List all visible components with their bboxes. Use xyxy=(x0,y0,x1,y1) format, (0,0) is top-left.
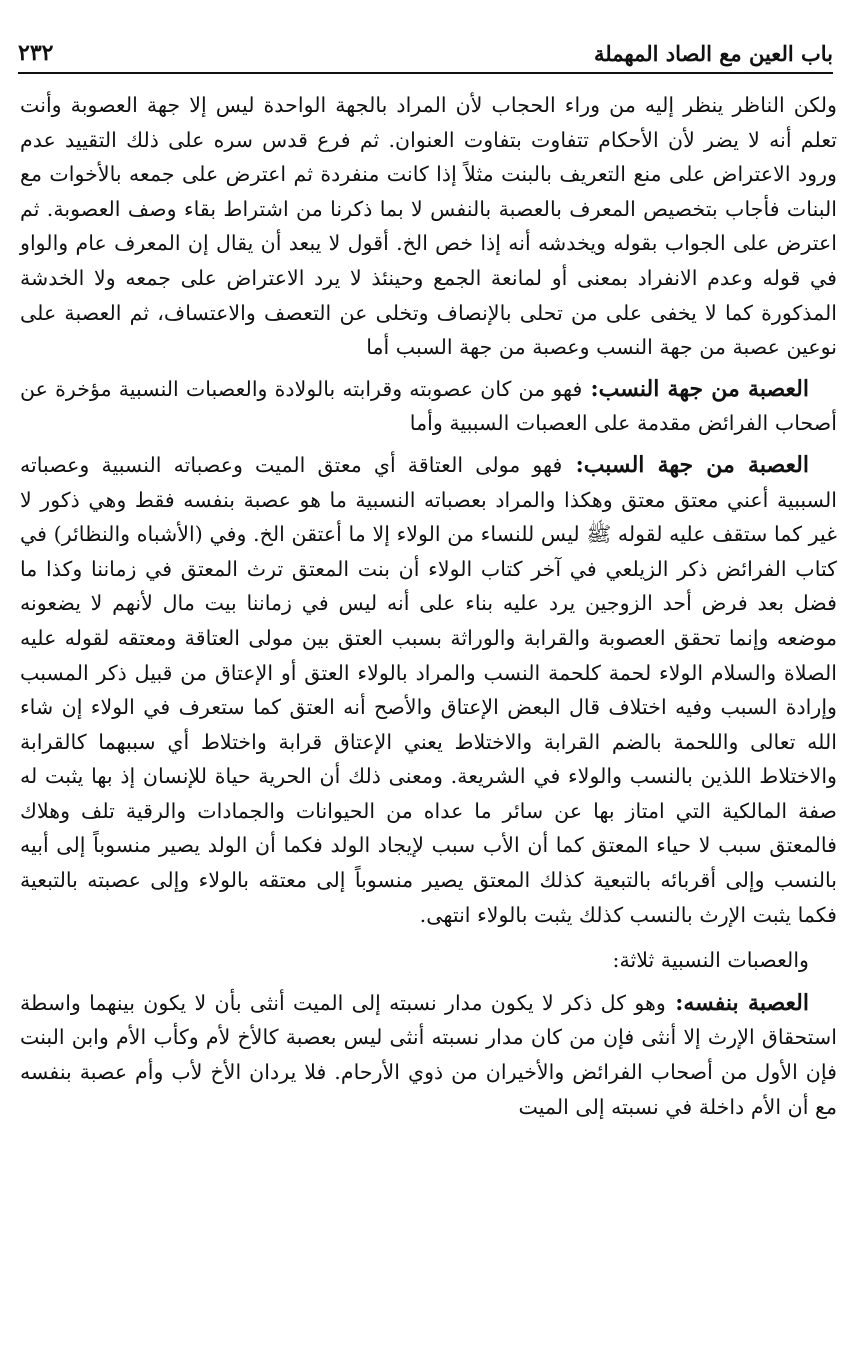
paragraph-text: فهو مولى العتاقة أي معتق الميت وعصباته النسبية وعصباته السببية أعني معتق معتق وهكذا والمراد بعصباته النسبية ما هو عصبة بنفسه فقط وهي ذكور لا غير كما ستقف عليه لقوله ﷺ ليس للنساء من الولاء إلا ما أعتقن الخ. وفي (الأشباه والنظائر) في كتاب الفرائض ذكر الزيلعي في آخر كتاب الولاء أن بنت المعتق ترث المعتق في زماننا وكذا ما فضل بعد فرض أحد الزوجين يرد عليه بناء على أنه ليس في زماننا بيت مال لأنهم لا يضعونه موضعه وإنما تحقق العصوبة والقرابة والوراثة بسبب العتق بين مولى العتاقة ومعتقه لقوله عليه الصلاة والسلام الولاء لحمة كلحمة النسب والمراد بالولاء العتق أو الإعتاق من قبيل ذكر المسبب وإرادة السبب وفيه اختلاف قال البعض الإعتاق والأصح أنه العتق كما ستعرف في الولاء إن شاء الله تعالى واللحمة بالضم القرابة والاختلاط يعني الإعتاق قرابة واختلاط أي سببهما كالقرابة والاختلاط اللذين بالنسب والولاء في الشريعة. ومعنى ذلك أن الحرية حياة للإنسان إذ بها يثبت له صفة المالكية التي امتاز بها عن سائر ما عداه من الحيوانات والجمادات والرقية تلف وهلاك فالمعتق سبب لا حياء المعتق كما أن الأب سبب لإيجاد الولد فكما أن الولد يصير منسوباً إلى أبيه بالنسب وإلى أقربائه بالتبعية كذلك المعتق يصير منسوباً إلى معتقه بالولاء وإلى عصبته بالتبعية فكما يثبت الإرث بالنسب كذلك يثبت بالولاء انتهى. xyxy=(20,452,837,927)
paragraph-nasab xyxy=(20,372,837,441)
page-number: ٢٣٢ xyxy=(18,40,54,66)
paragraph-sabab xyxy=(20,448,837,932)
chapter-title: باب العين مع الصاد المهملة xyxy=(594,41,833,66)
paragraph-text: وهو كل ذكر لا يكون مدار نسبته إلى الميت أنثى بأن لا يكون بينهما واسطة استحقاق الإرث إلا أنثى فإن من كان مدار نسبته أنثى ليس بعصبة كالأخ لأم وكأب الأم وابن البنت فإن الأول من أصحاب الفرائض والأخيران من ذوي الأرحام. فلا يردان الأخ لأب وأم عصبة بنفسه مع أن الأم داخلة في نسبته إلى الميت xyxy=(20,990,837,1119)
paragraph-text: فهو من كان عصوبته وقرابته بالولادة والعصبات النسبية مؤخرة عن أصحاب الفرائض مقدمة على العصبات السببية وأما xyxy=(20,376,837,436)
paragraph-intro xyxy=(20,88,837,365)
paragraph-three-types xyxy=(20,943,837,978)
paragraph-binafsihi xyxy=(20,986,837,1124)
text-body xyxy=(20,88,837,1124)
paragraph-text: ولكن الناظر ينظر إليه من وراء الحجاب لأن المراد بالجهة الواحدة ليس إلا جهة العصوبة وأنت تعلم أنه لا يضر لأن الأحكام تتفاوت بتفاوت العنوان. ثم فرع قدس سره على ذلك التقييد عدم ورود الاعتراض على منع التعريف بالبنت مثلاً إذا كانت منفردة ثم اعترض على جمعه بالأخوات مع البنات فأجاب بتخصيص المعرف بالعصبة بالنفس لا بما ذكرنا من اشتراط بقاء وصف العصوبة. ثم اعترض على الجواب بقوله ويخدشه أنه إذا خص الخ. أقول لا يبعد أن يقال إن المعرف عام والواو في قوله وعدم الانفراد بمعنى أو لمانعة الجمع وحينئذ لا يرد الاعتراض على جمعه ولا الخدشة المذكورة كما لا يخفى على من تحلى بالإنصاف وتخلى عن التعصف والاعتساف، ثم العصبة على نوعين عصبة من جهة النسب وعصبة من جهة السبب أما xyxy=(20,93,838,360)
paragraph-text: والعصبات النسبية ثلاثة: xyxy=(612,948,809,973)
section-heading-nasab: العصبة من جهة النسب: xyxy=(582,375,809,402)
section-heading-binafsihi: العصبة بنفسه: xyxy=(665,989,809,1016)
section-heading-sabab: العصبة من جهة السبب: xyxy=(562,451,809,478)
running-header xyxy=(18,30,833,74)
